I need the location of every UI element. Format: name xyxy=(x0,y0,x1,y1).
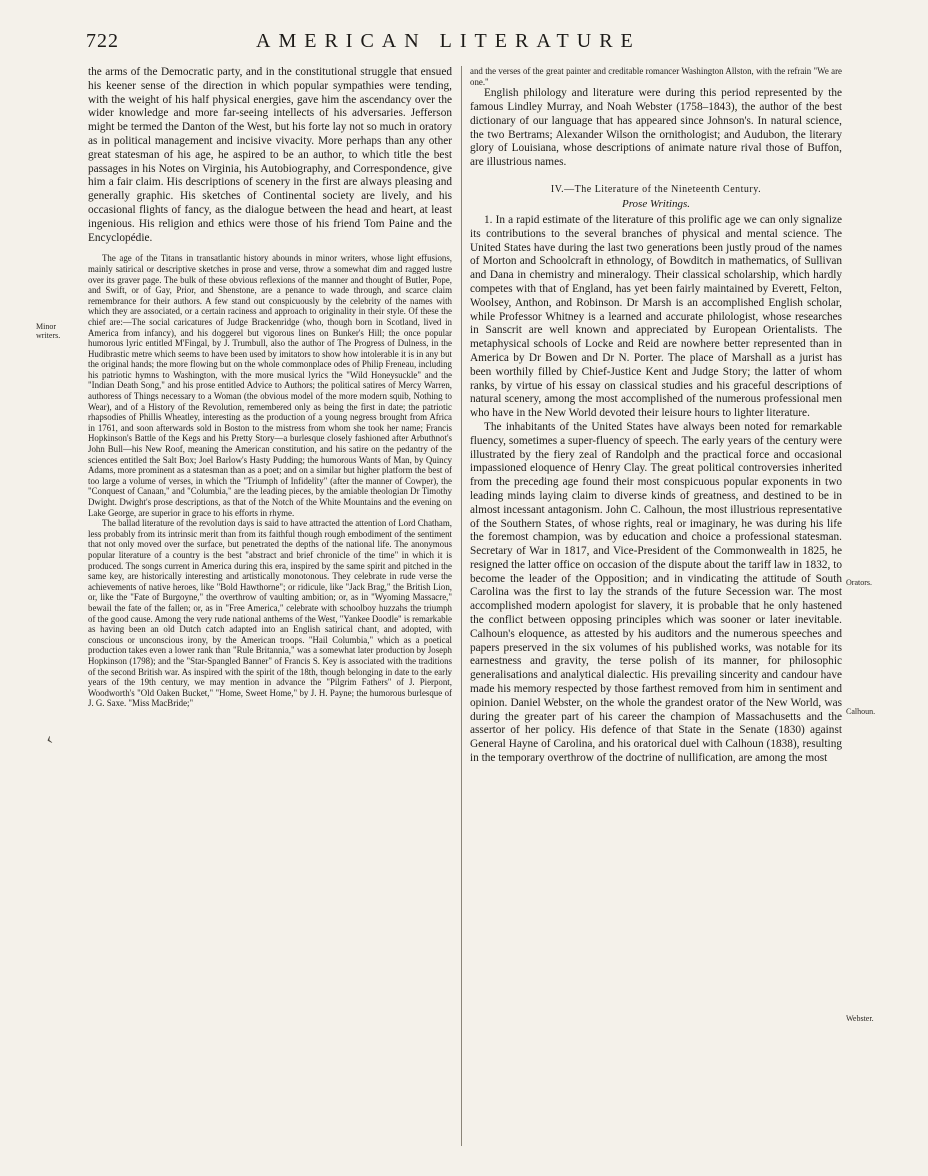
margin-note-calhoun: Calhoun. xyxy=(846,707,876,716)
margin-note-orators: Orators. xyxy=(846,578,872,587)
right-paragraph-2: English philology and literature were during this period represented by the famous Lindley Murray, and Noah Webster (1758–1843), the author of the best dictionary of our language that has appeared since Johnson's. In natural science, the two Bertrams; Alexander Wilson the ornithologist; and Audubon, the literary glory of Louisiana, whose descriptions of animate nature rival those of Buffon, are illustrious names. xyxy=(470,87,842,169)
section-subheading: Prose Writings. xyxy=(621,197,691,210)
running-title: AMERICAN LITERATURE xyxy=(256,30,641,52)
left-paragraph-3: The ballad literature of the revolution days is said to have attracted the attention of Lord Chatham, less probably from its intrinsic merit than from its faithful though rough embodiment of the sentiment that not only moved over the surface, but penetrated the depths of the national life. The anonymous popular literature of a country is the best "abstract and brief chronicle of the time" in which it is produced. The songs current in America during this era, inspired by the same spirit and pitched in the same key, are historically interesting and artistically monotonous. They celebrate in rude verse the achievements of native heroes, like "Bold Hawthorne"; or ridicule, like "Jack Brag," the British Lion, or, like the "Fate of Burgoyne," the overthrow of vaulting ambition; or, as in "Wyoming Massacre," bewail the fate of the fallen; or, as in "Free America," celebrate with schoolboy huzzahs the triumph of the good cause. Among the very rude national anthems of the West, "Yankee Doodle" is remarkable as having been an old Dutch catch adapted into an English satirical chant, and adopted, with conscious or unconscious irony, by the American troops. "Hail Columbia," which as a poetical production takes even a lower rank than "Rule Britannia," was a somewhat later production by Joseph Hopkinson (1798); and the "Star-Spangled Banner" of Francis S. Key is associated with the traditions of the second British war. As inspired with the spirit of the 18th, though belonging in date to the early years of the 19th century, we may mention in advance the "Pilgrim Fathers" of J. Pierpont, Woodworth's "Old Oaken Bucket," "Home, Sweet Home," by J. H. Payne; the humorous burlesque of J. G. Saxe. "Miss MacBride;" xyxy=(88,518,452,709)
left-column xyxy=(88,66,452,709)
left-paragraph-2: The age of the Titans in transatlantic history abounds in minor writers, whose light effusions, mainly satirical or descriptive sketches in prose and verse, throw a somewhat dim and ragged lustre over its graver page. The bulk of these obvious reflexions of the manner and thought of Butler, Pope, and Swift, or of Gay, Prior, and Shenstone, are a penance to wade through, and scarce claim remembrance for their authors. A few stand out conspicuously by the celebrity of the names with which they are associated, or a certain raciness and approach to originality in their style. Of these the chief are:—The social caricatures of Judge Brackenridge (who, though born in Scotland, lived in America from infancy), and his doggerel but vigorous lines on Bunker's Hill; the once popular humorous lyric entitled M'Fingal, by J. Trumbull, also the author of The Progress of Dulness, in the Hudibrastic metre which seems to have been used by imitators to show how intolerable it is in any but the original hands; the more flowing but on the whole commonplace odes of Philip Freneau, including his patriotic hymns to Washington, with the more musical lyrics the "Wild Honeysuckle" and the "Indian Death Song," and his prose entitled Advice to Authors; the political satires of Mercy Warren, authoress of Things necessary to a Woman (the obvious model of the more modern squib, Nothing to Wear), and of a History of the Revolution, remembered only as being the first in date; the patriotic rhapsodies of Phillis Wheatley, interesting as the production of a young negress brought from Africa in 1761, and soon afterwards sold in Boston to the mistress from whom she took her name; Francis Hopkinson's Battle of the Kegs and his Pretty Story—a burlesque closely fashioned after Arbuthnot's John Bull—his New Roof, meaning the American constitution, and his satire on the pedantry of the sciences entitled the Salt Box; Joel Barlow's Hasty Pudding; the humorous Wants of Man, by Quincy Adams, more prominent as a statesman than as a poet; and on a similar but higher platform the best of too large a volume of verses, in which the "Triumph of Infidelity" (after the manner of Cowper), the "Conquest of Canaan," and "Columbia," are the leading pieces, by the amiable theologian Dr Timothy Dwight. Dwight's prose descriptions, as that of the Notch of the White Mountains and the evening on Lake George, are superior in grace to his efforts in rhyme. xyxy=(88,253,452,518)
right-paragraph-3: 1. In a rapid estimate of the literature of this prolific age we can only signalize its contributions to the several branches of physical and mental science. The United States have during the last two generations been justly proud of the names of Morton and Schoolcraft in ethnology, of Bowditch in mathematics, of Sullivan and Dana in chemistry and mineralogy. Their classical scholarship, which hardly competes with that of England, has yet been fairly maintained by Everett, Felton, Woolsey, Anthon, and Robinson. Dr Marsh is an accomplished English scholar, while Professor Whitney is a learned and accurate philologist, whose researches in Sanscrit are well known and appreciated by European Orientalists. The metaphysical schools of Locke and Reid are nowhere better represented than in America by Dr Bowen and Dr N. Porter. The place of Marshall as a jurist has been worthily filled by Chief-Justice Kent and Judge Story; the latter of whom ranks, by virtue of his essay on classical studies and his graceful descriptions of natural scenery, among the most accomplished of the numerous professional men who have in the New World devoted their leisure hours to lighter literature. xyxy=(470,213,842,420)
pencil-mark-icon: ‹ xyxy=(42,727,56,749)
spacer xyxy=(88,245,452,253)
section-heading: IV.—The Literature of the Nineteenth Century. xyxy=(550,183,762,195)
right-column xyxy=(470,66,842,766)
right-paragraph-4: The inhabitants of the United States have always been noted for remarkable fluency, sometimes a super-fluency of speech. The early years of the century were illustrated by the fiery zeal of Randolph and the practical force and occasional impassioned eloquence of Henry Clay. The great political controversies inherited from the preceding age found their most conspicuous popular exponents in two leading minds laying claim to diverse kinds of greatness, and destined to be in almost incessant antagonism. John C. Calhoun, the most illustrious representative of the Southern States, of whose rights, real or imaginary, he was during his life the foremost champion, was by education and choice a professional statesman. Secretary of War in 1817, and Vice-President of the Commonwealth in 1825, he resigned the latter office on occasion of the dispute about the tariff law in 1832, to become the leader of the Opposition; and in vindicating the attitude of South Carolina was the first to lay the strands of the future Secession war. The most accomplished modern apologist for slavery, it is probable that he only hastened the conflict between opposing principles which was sooner or later inevitable. Calhoun's eloquence, as attested by his auditors and the numerous speeches and papers preserved in the six volumes of his published works, was notable for its earnestness and gravity, the terse polish of its manner, for philosophic generalisations and analytical dialectic. His prevailing sincerity and candour have made his memory respected by those farthest removed from him in sentiment and opinion. Daniel Webster, on the whole the grandest orator of the New World, was during the greater part of his career the champion of Massachusetts and the assertor of her policy. His defence of that State in the Senate (1830) against General Hayne of Carolina, and his oratorical duel with Calhoun (1838), resulting in the temporary overthrow of the doctrine of nullification, are among the most xyxy=(470,420,842,765)
margin-note-minor-writers: Minor writers. xyxy=(36,322,61,340)
column-divider xyxy=(461,66,462,1146)
page-header xyxy=(86,30,886,62)
page-number: 722 xyxy=(86,30,119,52)
right-paragraph-1: and the verses of the great painter and creditable romancer Washington Allston, with the refrain "We are one." xyxy=(470,66,842,87)
margin-note-webster: Webster. xyxy=(846,1014,874,1023)
left-paragraph-1: the arms of the Democratic party, and in the constitutional struggle that ensued his keener sense of the direction in which popular sympathies were tending, with the weight of his half physical energies, gave him the ascendancy over the wider knowledge and more far-seeing intellects of his adversaries. Jefferson might be termed the Danton of the West, but his forte lay not so much in oratory as in political management and incisive vivacity. More perhaps than any other great statesman of his age, he aspired to be an author, to which title the best passages in his Notes on Virginia, his Autobiography, and Correspondence, give him a fair claim. His descriptions of scenery in the first are always pleasing and generally graphic. His sketches of Continental society are lively, and his occasional flights of fancy, as the dialogue between the head and heart, at least ingenious. His religion and ethics were those of his friend Tom Paine and the Encyclopédie. xyxy=(88,66,452,244)
